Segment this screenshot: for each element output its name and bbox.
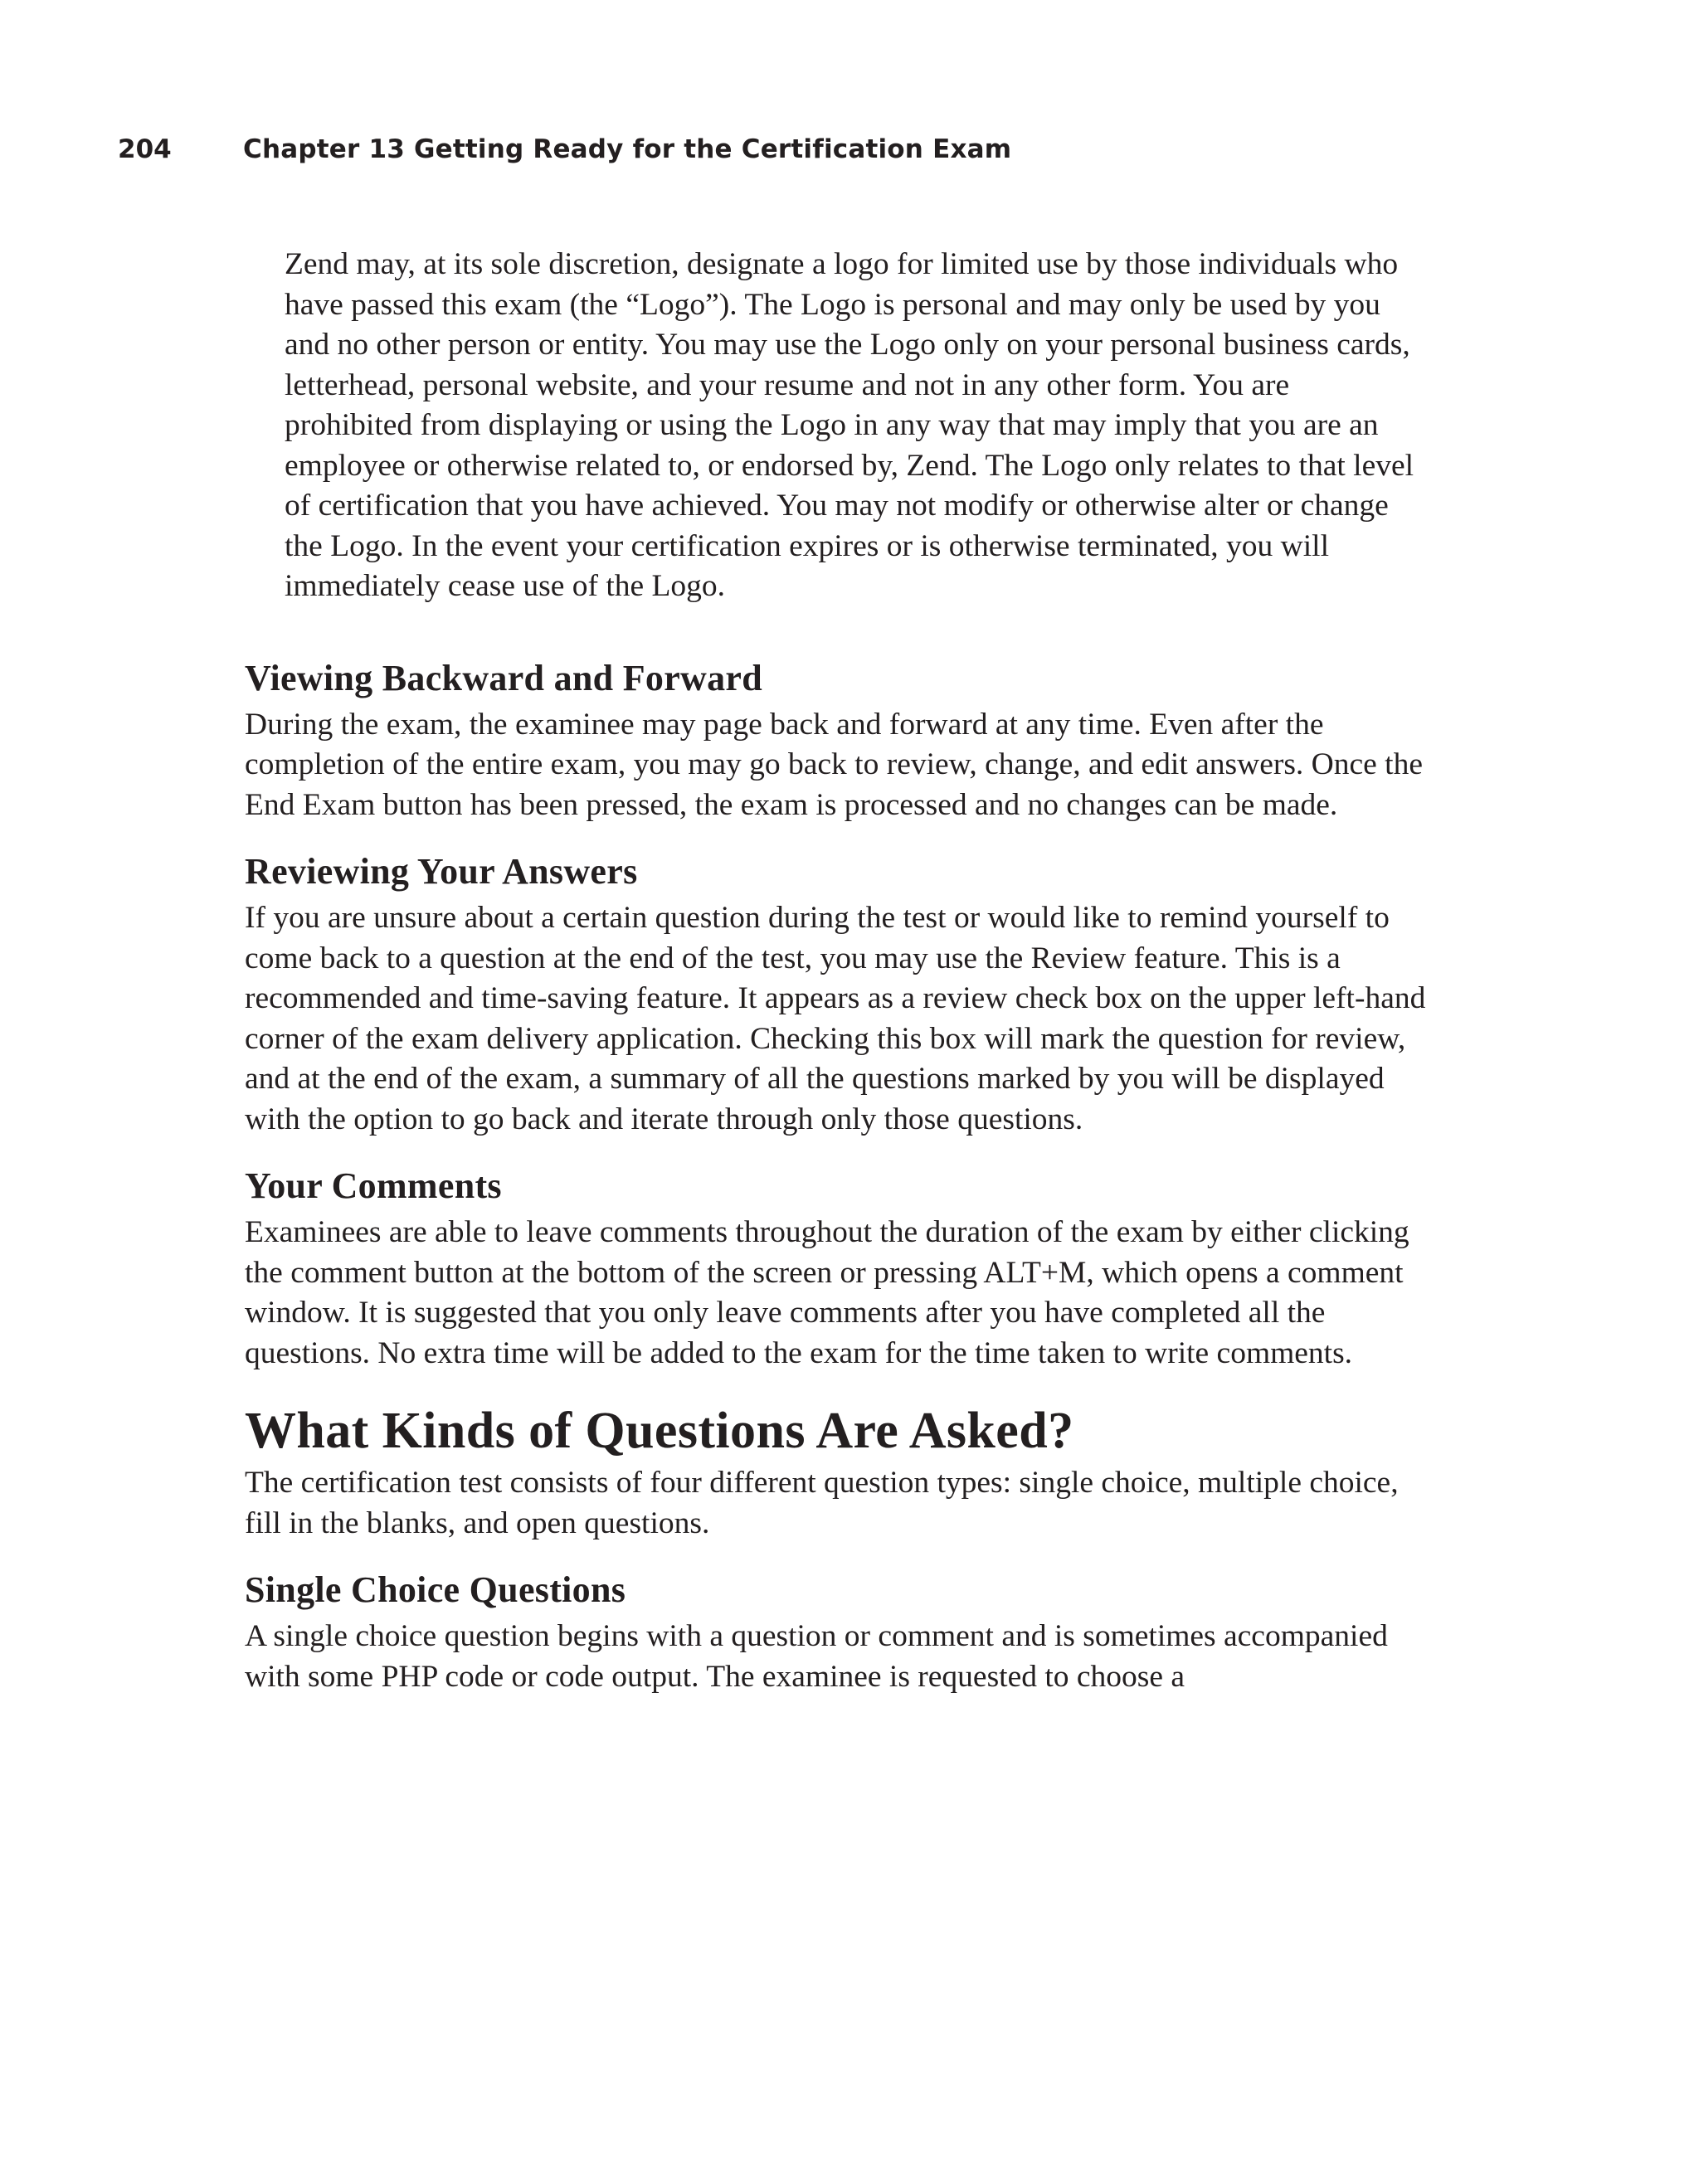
logo-clause-text: Zend may, at its sole discretion, designate a logo for limited use by those individuals who have passed this exam (the “Logo”). The Logo is personal and may only be used by you and no other person or entity. You may use the Logo only on your personal business cards, letterhead, personal website, and your resume and not in any other form. You are prohibited from displaying or using the Logo in any way that may imply that you are an employee or otherwise related to, or endorsed by, Zend. The Logo only relates to that level of certification that you have achieved. You may not modify or otherwise alter or change the Logo. In the event your certification expires or is otherwise terminated, you will immediately cease use of the Logo.: [285, 247, 1414, 603]
running-head: Chapter 13 Getting Ready for the Certification Exam: [243, 134, 1012, 164]
section-heading: Viewing Backward and Forward: [245, 657, 763, 698]
section-heading: Reviewing Your Answers: [245, 851, 638, 892]
section-heading: Your Comments: [245, 1165, 502, 1206]
page-body: [245, 245, 1439, 1697]
section-single-choice: [245, 1567, 1439, 1697]
section-viewing-backward-forward: [245, 655, 1439, 826]
logo-clause-quote: [285, 245, 1423, 607]
section-reviewing-answers: [245, 849, 1439, 1140]
section-paragraph: A single choice question begins with a question or comment and is sometimes accompanied with some PHP code or code output. The examinee is requested to choose a: [245, 1619, 1388, 1694]
section-question-kinds: [245, 1400, 1439, 1544]
page-number: 204: [118, 134, 172, 164]
section-paragraph: Examinees are able to leave comments throughout the duration of the exam by either clicking the comment button at the bottom of the screen or pressing ALT+M, which opens a comment window. It is suggested that you only leave comments after you have completed all the questions. No extra time will be added to the exam for the time taken to write comments.: [245, 1215, 1409, 1370]
section-heading: Single Choice Questions: [245, 1569, 626, 1610]
section-paragraph: If you are unsure about a certain question during the test or would like to remind yourself to come back to a question at the end of the test, you may use the Review feature. This is a recommended and time-saving feature. It appears as a review check box on the upper left-hand corner of the exam delivery application. Checking this box will mark the question for review, and at the end of the exam, a summary of all the questions marked by you will be displayed with the option to go back and iterate through only those questions.: [245, 901, 1426, 1136]
section-your-comments: [245, 1163, 1439, 1374]
section-paragraph: The certification test consists of four different question types: single choice, multiple choice, fill in the blanks, and open questions.: [245, 1466, 1399, 1540]
chapter-section-heading: What Kinds of Questions Are Asked?: [245, 1403, 1074, 1459]
section-paragraph: During the exam, the examinee may page back and forward at any time. Even after the completion of the entire exam, you may go back to review, change, and edit answers. Once the End Exam button has been pressed, the exam is processed and no changes can be made.: [245, 707, 1423, 822]
